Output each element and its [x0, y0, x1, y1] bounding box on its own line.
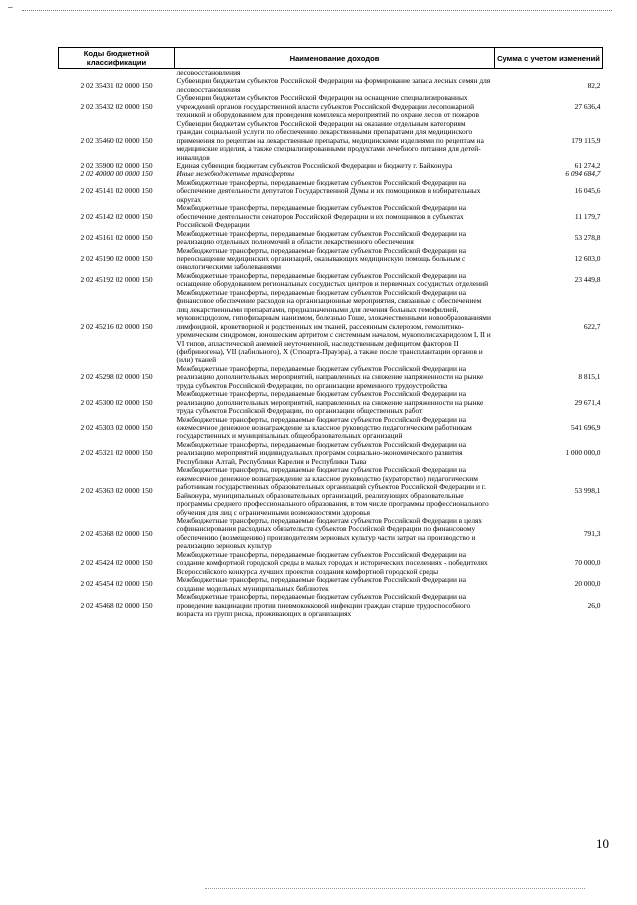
code-cell: 2 02 45303 02 0000 150 — [80, 423, 153, 433]
code-cell: 2 02 45468 02 0000 150 — [80, 600, 153, 610]
table-body — [59, 69, 603, 619]
name-cell: Межбюджетные трансферты, передаваемые бюджетам субъектов Российской Федерации на создание комфортной городской среды в малых городах и исторических поселениях - победителях Всероссийского конкурса лучших проектов создания комфортной городской среды — [176, 549, 488, 576]
amount-cell: 20 000,0 — [574, 579, 601, 589]
scan-mark: – — [8, 2, 13, 12]
amount-cell: 61 274,2 — [574, 160, 601, 170]
scan-bottom-line — [205, 888, 585, 889]
table-row — [59, 551, 603, 576]
code-cell: 2 02 45300 02 0000 150 — [80, 397, 153, 407]
amount-cell: 70 000,0 — [574, 558, 601, 568]
table-row — [59, 77, 603, 94]
code-cell: 2 02 45190 02 0000 150 — [80, 253, 153, 263]
name-cell: Субвенции бюджетам субъектов Российской Федерации на формирование запаса лесных семян для лесовосстановления — [176, 76, 491, 94]
amount-cell: 8 815,1 — [578, 372, 601, 382]
table-row — [59, 120, 603, 162]
code-cell: 2 02 35900 02 0000 150 — [80, 160, 153, 170]
code-cell: 2 02 45298 02 0000 150 — [80, 372, 153, 382]
code-cell: 2 02 45141 02 0000 150 — [80, 186, 153, 196]
code-cell: 2 02 40000 00 0000 150 — [80, 169, 153, 179]
code-cell: 2 02 45454 02 0000 150 — [80, 579, 153, 589]
header-code: Коды бюджетной классификации — [59, 48, 175, 69]
table-row — [59, 289, 603, 365]
table-row — [59, 466, 603, 517]
code-cell — [59, 69, 175, 78]
table-row — [59, 247, 603, 272]
name-cell: лесовосстановления — [176, 68, 241, 77]
code-cell: 2 02 45142 02 0000 150 — [80, 211, 153, 221]
table-row — [59, 179, 603, 204]
code-cell: 2 02 45161 02 0000 150 — [80, 232, 153, 242]
name-cell: Межбюджетные трансферты, передаваемые бюджетам субъектов Российской Федерации на ежемесячное денежное вознаграждение за классное руководство (кураторство) педагогическим работникам государственных образовательных организаций субъектов Российской Федерации и г. Байконура, муниципальных образовательных организаций, реализующих образовательные программы среднего профессионального образования, в том числе программы профессионального обучения для лиц с ограниченными возможностями здоровья — [176, 465, 489, 517]
name-cell: Межбюджетные трансферты, передаваемые бюджетам субъектов Российской Федерации на реализацию отдельных полномочий в области лекарственного обеспечения — [176, 228, 467, 247]
name-cell: Межбюджетные трансферты, передаваемые бюджетам субъектов Российской Федерации на реализацию дополнительных мероприятий, направленных на снижение напряженности на рынке труда субъектов Российской Федерации, по организации временного трудоустройства — [176, 363, 484, 390]
name-cell: Межбюджетные трансферты, передаваемые бюджетам субъектов Российской Федерации на реализацию мероприятий индивидуальных программ социально-экономического развития Республики Алтай, Республики Карелия и Республики Тыва — [176, 439, 467, 466]
amount-cell: 53 998,1 — [574, 486, 601, 496]
code-cell: 2 02 35432 02 0000 150 — [80, 101, 153, 111]
name-cell: Межбюджетные трансферты, передаваемые бюджетам субъектов Российской Федерации на ежемесячное денежное вознаграждение за классное руководство педагогическим работникам государственных и муниципальных общеобразовательных организаций — [176, 414, 472, 441]
page-number: 10 — [596, 836, 609, 851]
amount-cell: 12 603,0 — [574, 253, 601, 263]
code-cell: 2 02 45424 02 0000 150 — [80, 558, 153, 568]
table-row — [59, 365, 603, 390]
amount-cell: 27 636,4 — [574, 101, 601, 111]
name-cell: Межбюджетные трансферты, передаваемые бюджетам субъектов Российской Федерации на обеспечение деятельности сенаторов Российской Федерации и их помощников в субъектах Российской Федерации — [176, 203, 467, 230]
table-row — [59, 390, 603, 415]
header-name: Наименование доходов — [175, 48, 495, 69]
amount-cell: 6 094 684,7 — [565, 169, 601, 179]
amount-cell: 82,2 — [587, 80, 601, 90]
amount-cell: 11 179,7 — [574, 211, 601, 221]
table-header-row — [59, 48, 603, 69]
name-cell: Межбюджетные трансферты, передаваемые бюджетам субъектов Российской Федерации на реализацию дополнительных мероприятий, направленных на снижение напряженности на рынке труда субъектов Российской Федерации, по организации общественных работ — [176, 389, 484, 416]
table-row — [59, 272, 603, 289]
name-cell: Единая субвенция бюджетам субъектов Российской Федерации и бюджету г. Байконура — [176, 160, 453, 170]
name-cell: Межбюджетные трансферты, передаваемые бюджетам субъектов Российской Федерации на создание модельных муниципальных библиотек — [176, 575, 467, 593]
code-cell: 2 02 45192 02 0000 150 — [80, 275, 153, 285]
amount-cell: 791,3 — [583, 528, 601, 538]
revenue-table — [58, 47, 603, 618]
table-row — [59, 441, 603, 466]
code-cell: 2 02 45363 02 0000 150 — [80, 486, 153, 496]
name-cell: Межбюджетные трансферты, передаваемые бюджетам субъектов Российской Федерации на обеспечение деятельности депутатов Государственной Думы и их помощников в избирательных округах — [176, 177, 481, 204]
amount-cell: 53 278,8 — [574, 232, 601, 242]
code-cell: 2 02 45321 02 0000 150 — [80, 448, 153, 458]
amount-cell: 29 671,4 — [574, 397, 601, 407]
table-row — [59, 576, 603, 593]
table-row — [59, 593, 603, 618]
table-row — [59, 517, 603, 551]
table-row — [59, 94, 603, 119]
header-amount: Сумма с учетом изменений — [495, 48, 603, 69]
code-cell: 2 02 45368 02 0000 150 — [80, 528, 153, 538]
code-cell: 2 02 35460 02 0000 150 — [80, 135, 153, 145]
name-cell: Иные межбюджетные трансферты — [176, 169, 294, 179]
amount-cell: 23 449,8 — [574, 275, 601, 285]
amount-cell: 179 115,9 — [571, 135, 601, 145]
code-cell: 2 02 45216 02 0000 150 — [80, 321, 153, 331]
name-cell: Межбюджетные трансферты, передаваемые бюджетам субъектов Российской Федерации на оснащение оборудованием региональных сосудистых центров и первичных сосудистых отделений — [176, 270, 489, 289]
table-row — [59, 204, 603, 229]
amount-cell: 541 696,9 — [570, 423, 601, 433]
amount-cell — [495, 69, 603, 78]
table-row — [59, 416, 603, 441]
name-cell: Межбюджетные трансферты, передаваемые бюджетам субъектов Российской Федерации в целях софинансирования расходных обязательств субъектов Российской Федерации по финансовому обеспечению (возмещению) производителям зерновых культур части затрат на производство и реализацию зерновых культур — [176, 516, 483, 551]
amount-cell: 622,7 — [583, 321, 601, 331]
code-cell: 2 02 35431 02 0000 150 — [80, 80, 153, 90]
name-cell: Межбюджетные трансферты, передаваемые бюджетам субъектов Российской Федерации на финансовое обеспечение расходов на организационные мероприятия, связанные с обеспечением лиц лекарственными препаратами, предназначенными для лечения больных гемофилией, муковисцидозом, гипофизарным нанизмом, болезнью Гоше, злокачественными новообразованиями лимфоидной, кроветворной и родственных им тканей, рассеянным склерозом, гемолитико-уремическим синдромом, юношеским артритом с системным началом, мукополисахаридозом I, II и VI типов, апластической анемией неуточненной, наследственным дефицитом факторов II (фибриногена), VII (лабильного), X (Стюарта-Прауэра), а также после трансплантации органов и (или) тканей — [176, 287, 491, 365]
name-cell: Межбюджетные трансферты, передаваемые бюджетам субъектов Российской Федерации на проведение вакцинации против пневмококковой инфекции граждан старше трудоспособного возраста из групп риска, проживающих в организациях — [176, 592, 471, 618]
table-row — [59, 230, 603, 247]
name-cell: Субвенции бюджетам субъектов Российской Федерации на оснащение специализированных учреждений органов государственной власти субъектов Российской Федерации лесопожарной техникой и оборудованием для проведения комплекса мероприятий по охране лесов от пожаров — [176, 93, 479, 120]
amount-cell: 26,0 — [587, 600, 601, 610]
amount-cell: 16 045,6 — [574, 186, 601, 196]
name-cell: Межбюджетные трансферты, передаваемые бюджетам субъектов Российской Федерации на переоснащение медицинских организаций, оказывающих медицинскую помощь больным с онкологическими заболеваниями — [176, 245, 467, 272]
scan-edge-line — [22, 10, 612, 11]
name-cell: Субвенции бюджетам субъектов Российской Федерации на оказание отдельным категориям граждан социальной услуги по обеспечению лекарственными препаратами для медицинского применения по рецептам на лекарственные препараты, медицинскими изделиями по рецептам на медицинские изделия, а также специализированными продуктами лечебного питания для детей-инвалидов — [176, 118, 484, 162]
amount-cell: 1 000 000,0 — [565, 448, 601, 458]
